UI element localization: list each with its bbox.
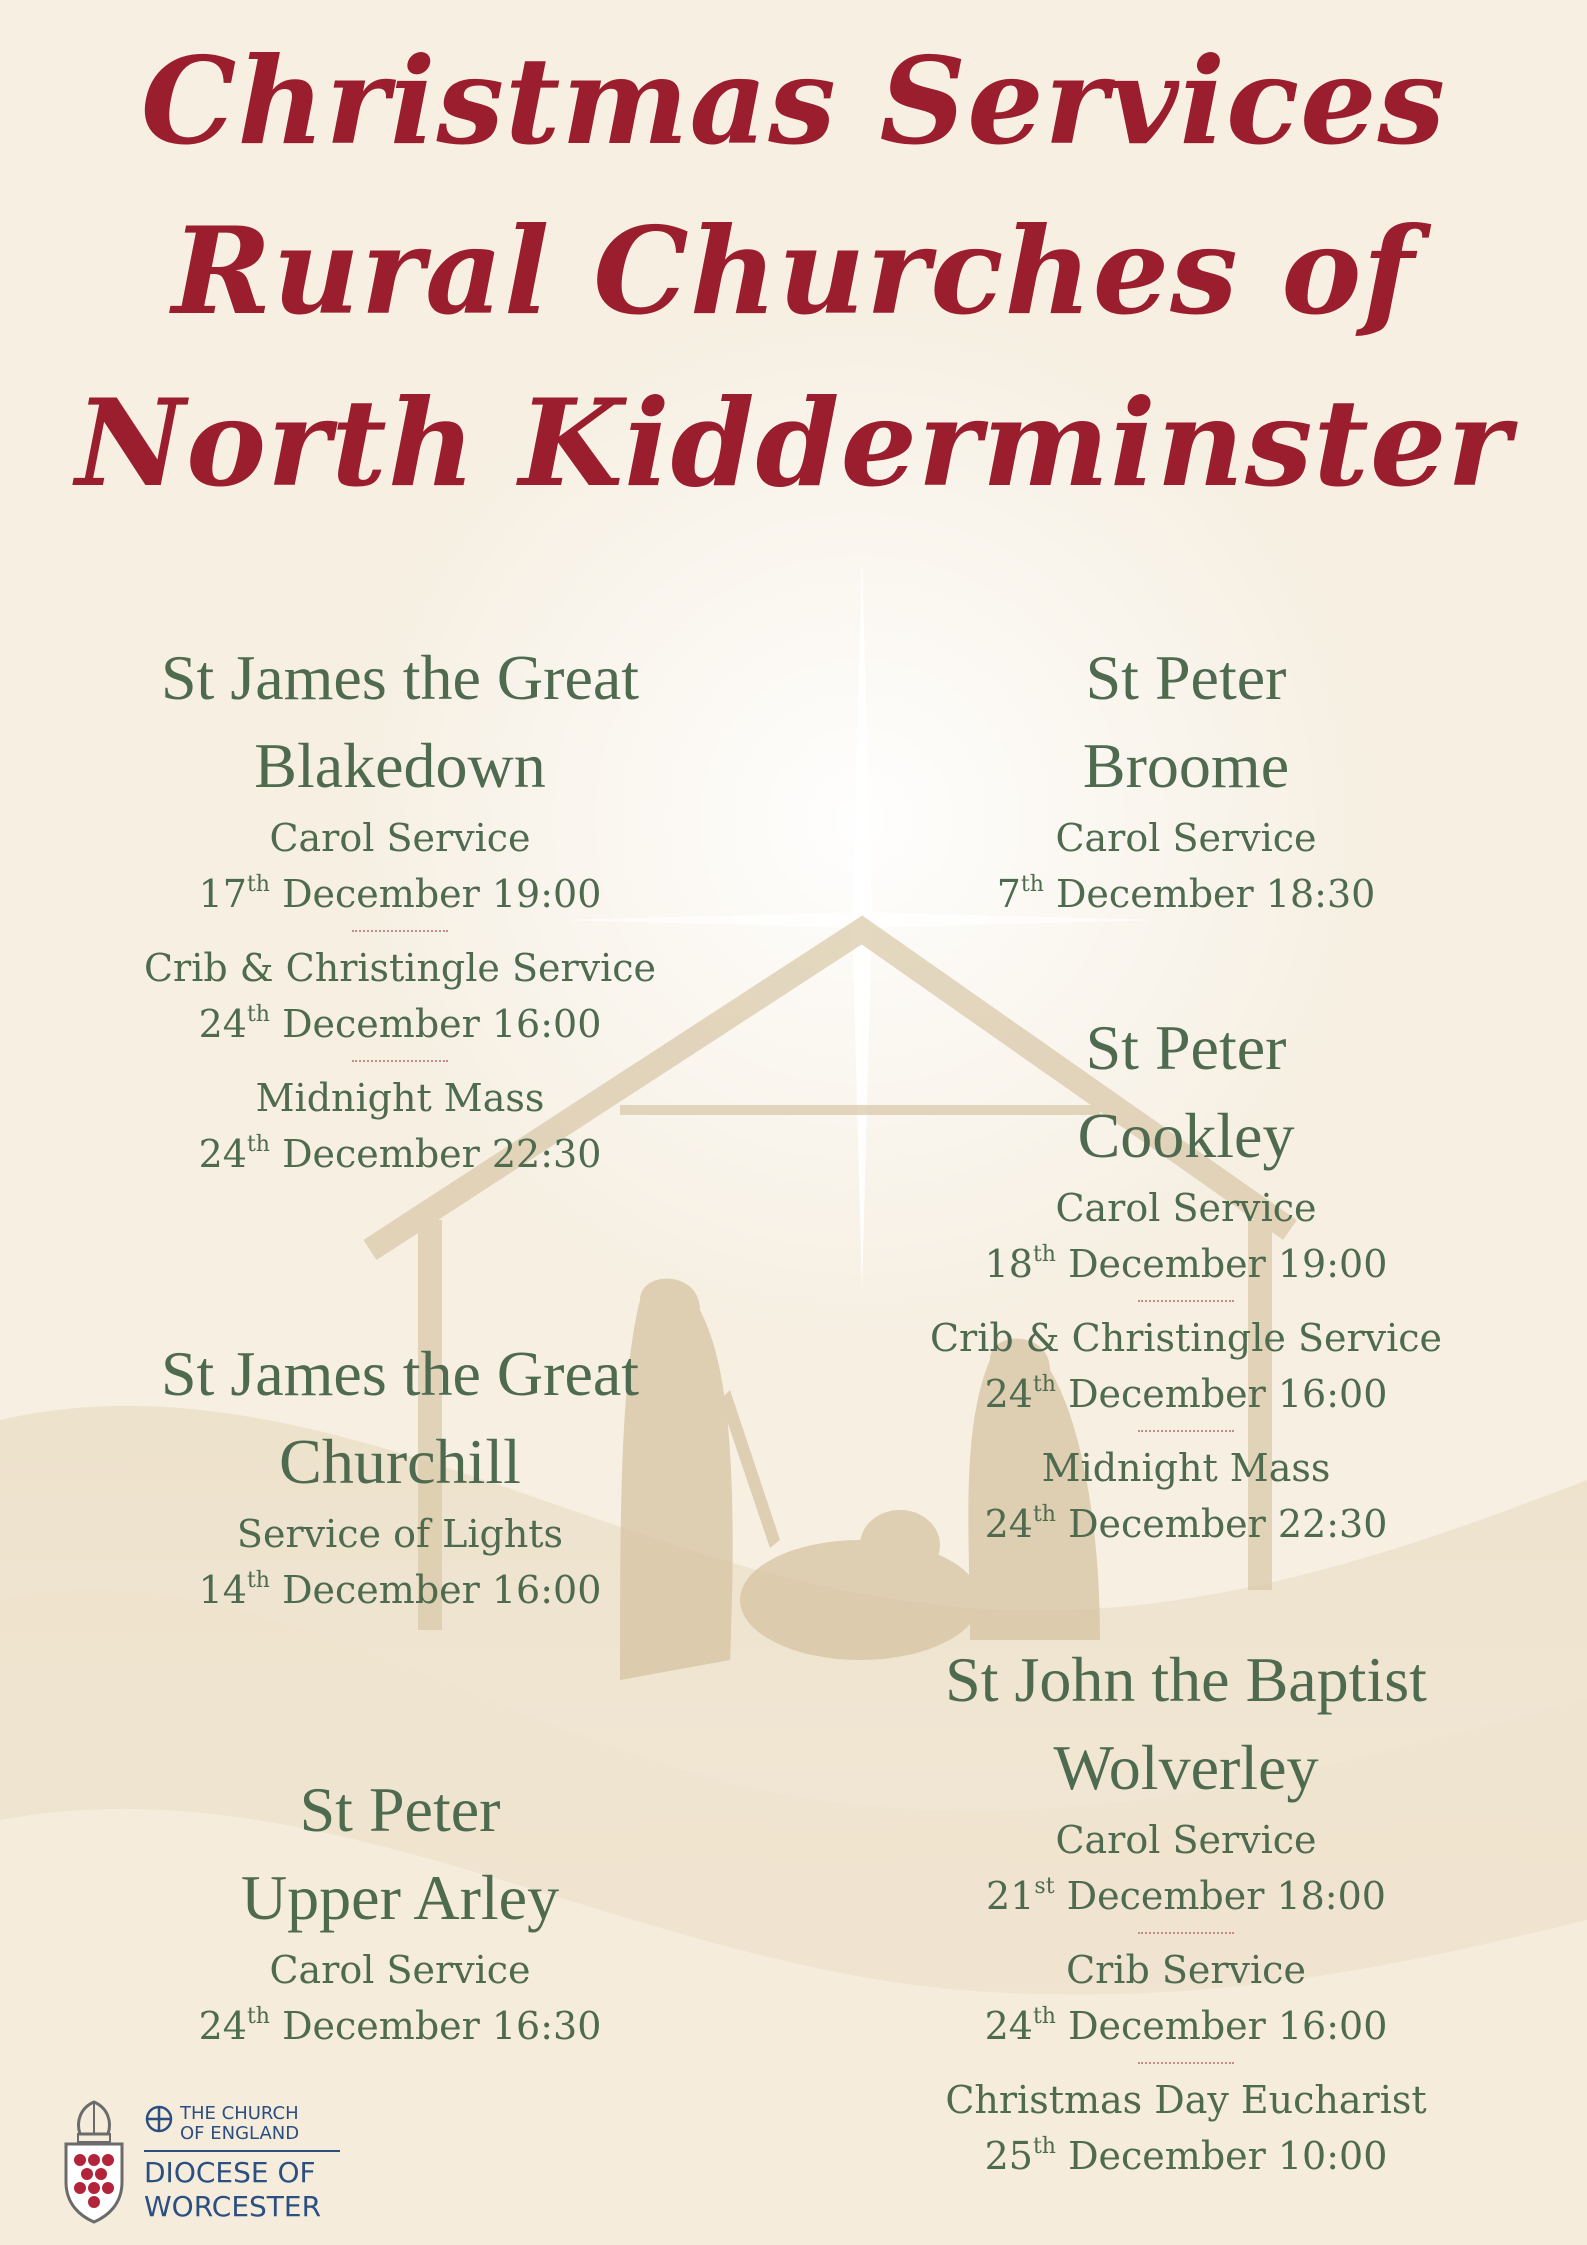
service-date: 24th December 22:30 bbox=[198, 1132, 602, 1176]
service-date: 24th December 16:30 bbox=[198, 2004, 602, 2048]
church-churchill bbox=[90, 1330, 710, 1618]
service-date: 21st December 18:00 bbox=[986, 1874, 1386, 1918]
service-divider bbox=[876, 1422, 1496, 1440]
church-name: St James the Great bbox=[160, 642, 640, 713]
church-name: St Peter bbox=[299, 1774, 501, 1845]
service-date: 7th December 18:30 bbox=[996, 872, 1376, 916]
church-place: Broome bbox=[1082, 730, 1290, 801]
church-place: Churchill bbox=[279, 1426, 521, 1497]
church-of-england-icon bbox=[144, 2104, 174, 2134]
service-date: 25th December 10:00 bbox=[984, 2134, 1388, 2178]
church-place: Wolverley bbox=[1053, 1732, 1319, 1803]
church-wolverley bbox=[876, 1636, 1496, 2184]
service-name: Midnight Mass bbox=[255, 1076, 545, 1120]
service-date: 24th December 16:00 bbox=[984, 1372, 1388, 1416]
service-name: Crib & Christingle Service bbox=[929, 1316, 1443, 1360]
service-divider bbox=[90, 1052, 710, 1070]
church-place: Blakedown bbox=[254, 730, 546, 801]
service-date: 14th December 16:00 bbox=[198, 1568, 602, 1612]
diocese-logo bbox=[52, 2098, 342, 2228]
logo-line-3: DIOCESE OF bbox=[144, 2156, 316, 2189]
service-date: 24th December 16:00 bbox=[984, 2004, 1388, 2048]
service-name: Crib Service bbox=[1066, 1948, 1306, 1992]
service-divider bbox=[876, 2054, 1496, 2072]
service-name: Service of Lights bbox=[236, 1512, 564, 1556]
title-line-3: North Kidderminster bbox=[75, 373, 1512, 514]
church-name: St John the Baptist bbox=[945, 1644, 1427, 1715]
church-cookley bbox=[876, 1004, 1496, 1552]
service-divider bbox=[90, 922, 710, 940]
church-place: Cookley bbox=[1077, 1100, 1295, 1171]
service-name: Carol Service bbox=[1055, 1186, 1317, 1230]
service-name: Carol Service bbox=[269, 1948, 531, 1992]
service-date: 24th December 22:30 bbox=[984, 1502, 1388, 1546]
church-name: St Peter bbox=[1085, 1012, 1287, 1083]
church-broome bbox=[876, 634, 1496, 922]
logo-line-4: WORCESTER bbox=[144, 2190, 322, 2223]
diocese-crest-icon bbox=[52, 2098, 136, 2228]
service-name: Carol Service bbox=[1055, 1818, 1317, 1862]
service-name: Carol Service bbox=[269, 816, 531, 860]
service-divider bbox=[876, 1292, 1496, 1310]
church-name: St Peter bbox=[1085, 642, 1287, 713]
title-line-2: Rural Churches of bbox=[171, 201, 1416, 342]
church-name: St James the Great bbox=[160, 1338, 640, 1409]
church-blakedown bbox=[90, 634, 710, 1182]
service-name: Midnight Mass bbox=[1041, 1446, 1331, 1490]
service-name: Carol Service bbox=[1055, 816, 1317, 860]
church-upper-arley bbox=[90, 1766, 710, 2054]
logo-line-2: OF ENGLAND bbox=[180, 2123, 300, 2144]
service-name: Christmas Day Eucharist bbox=[945, 2078, 1427, 2122]
church-place: Upper Arley bbox=[240, 1862, 560, 1933]
service-date: 18th December 19:00 bbox=[984, 1242, 1388, 1286]
service-name: Crib & Christingle Service bbox=[143, 946, 657, 990]
service-date: 24th December 16:00 bbox=[198, 1002, 602, 1046]
title-line-1: Christmas Services bbox=[140, 31, 1447, 172]
logo-divider bbox=[144, 2150, 340, 2152]
logo-line-1: THE CHURCH bbox=[180, 2103, 299, 2124]
service-divider bbox=[876, 1924, 1496, 1942]
service-date: 17th December 19:00 bbox=[198, 872, 602, 916]
